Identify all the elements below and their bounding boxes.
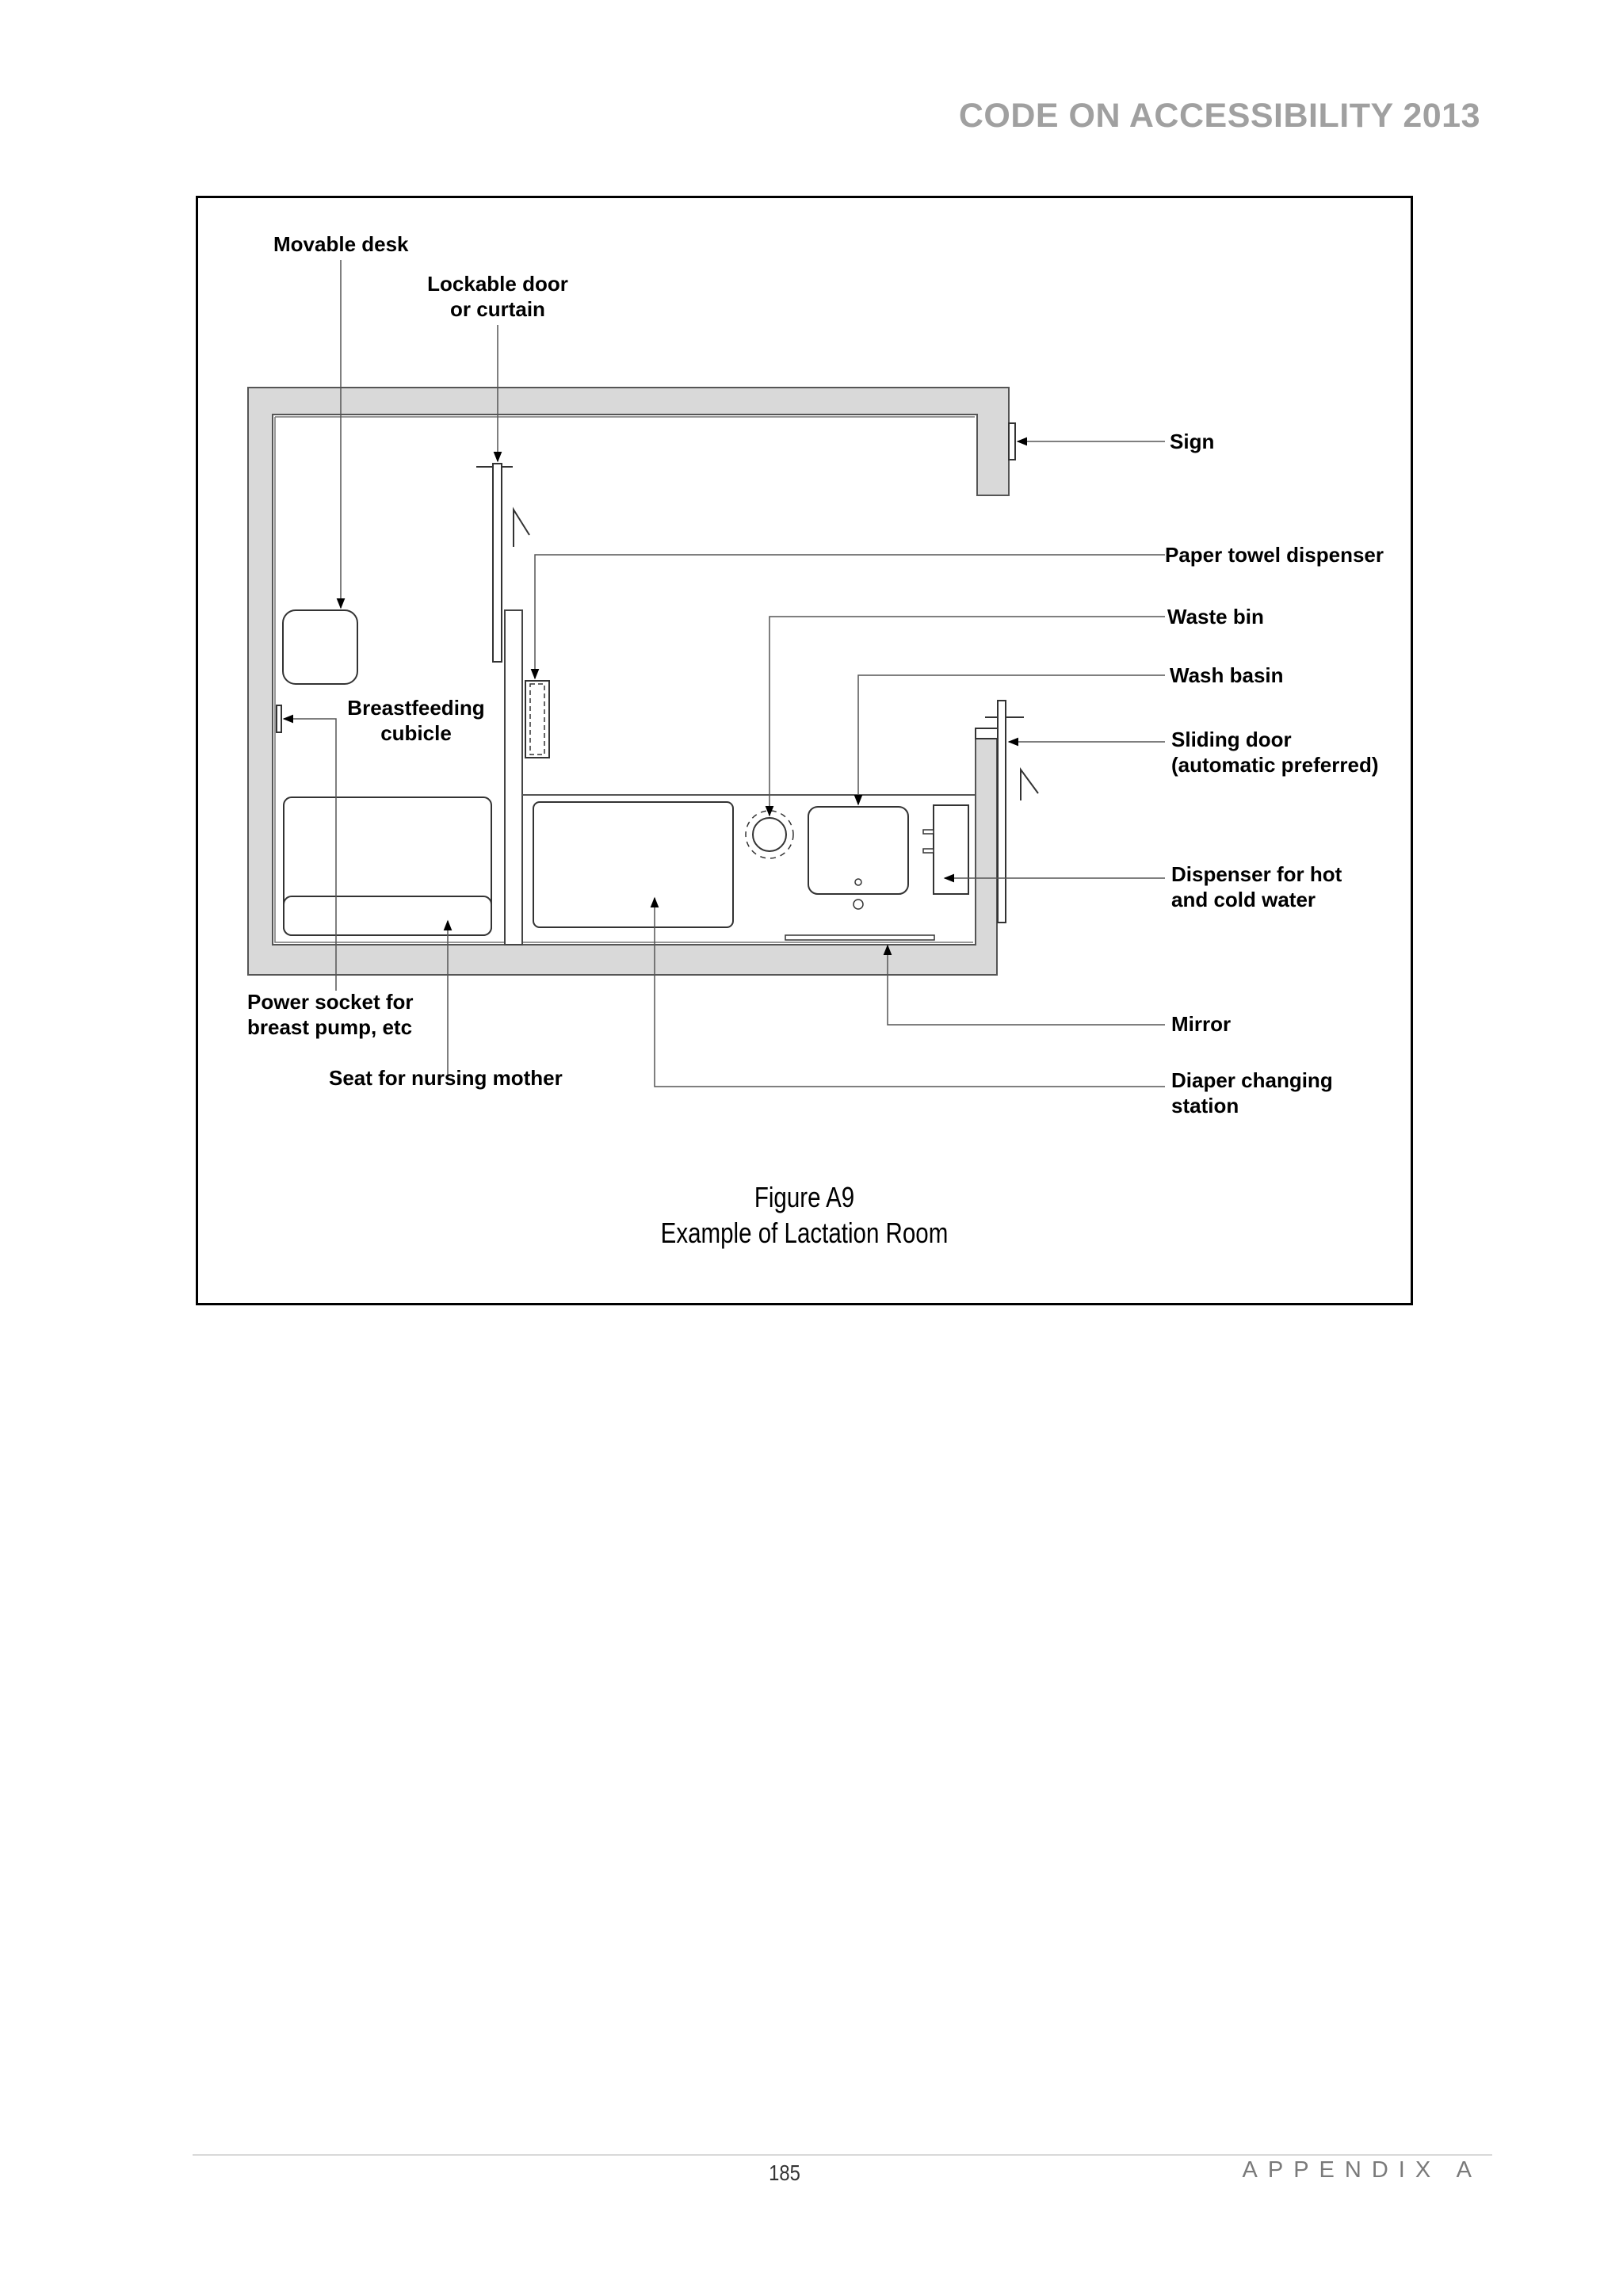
label-waste-bin: Waste bin	[1167, 605, 1264, 628]
section-label: APPENDIX A	[1242, 2157, 1482, 2183]
label-power-socket: Power socket for	[247, 990, 414, 1014]
cubicle-partition	[505, 610, 522, 945]
label-diaper-changing-station-2: station	[1171, 1094, 1239, 1117]
footer-divider	[193, 2154, 1492, 2156]
waste-bin	[753, 818, 786, 851]
label-paper-towel-dispenser: Paper towel dispenser	[1165, 543, 1384, 567]
nursing-seat-front	[284, 896, 491, 935]
label-power-socket-2: breast pump, etc	[247, 1015, 413, 1039]
sliding-door-swing	[1021, 770, 1038, 800]
paper-towel-dispenser	[525, 681, 549, 758]
movable-desk	[283, 610, 357, 684]
label-sliding-door: Sliding door	[1171, 728, 1292, 751]
sign	[1009, 423, 1015, 460]
figure-frame	[196, 196, 1413, 1305]
lockable-door-swing	[514, 510, 529, 547]
water-dispenser	[934, 805, 968, 894]
label-nursing-seat: Seat for nursing mother	[329, 1066, 563, 1090]
label-water-dispenser-2: and cold water	[1171, 888, 1316, 911]
diaper-changing-station	[533, 802, 733, 927]
page-number: 185	[769, 2160, 800, 2185]
label-breastfeeding-cubicle: Breastfeeding	[347, 696, 485, 720]
sliding-door-leaf	[998, 701, 1006, 923]
label-breastfeeding-cubicle-2: cubicle	[380, 721, 452, 745]
figure-title: Example of Lactation Room	[660, 1217, 949, 1249]
power-socket	[277, 705, 281, 732]
label-lockable-door-2: or curtain	[450, 297, 545, 321]
lockable-door-leaf	[493, 464, 502, 662]
wash-basin	[808, 807, 908, 894]
document-header-title: CODE ON ACCESSIBILITY 2013	[958, 97, 1480, 135]
label-diaper-changing-station: Diaper changing	[1171, 1068, 1333, 1092]
label-mirror: Mirror	[1171, 1012, 1232, 1036]
figure-number: Figure A9	[754, 1181, 855, 1213]
label-lockable-door: Lockable door	[427, 272, 568, 296]
lactation-room-floor-plan	[198, 198, 1411, 1303]
label-sliding-door-2: (automatic preferred)	[1171, 753, 1379, 777]
label-movable-desk: Movable desk	[273, 232, 409, 256]
label-sign: Sign	[1170, 430, 1215, 453]
label-water-dispenser: Dispenser for hot	[1171, 862, 1342, 886]
mirror	[785, 935, 934, 940]
label-wash-basin: Wash basin	[1170, 663, 1284, 687]
